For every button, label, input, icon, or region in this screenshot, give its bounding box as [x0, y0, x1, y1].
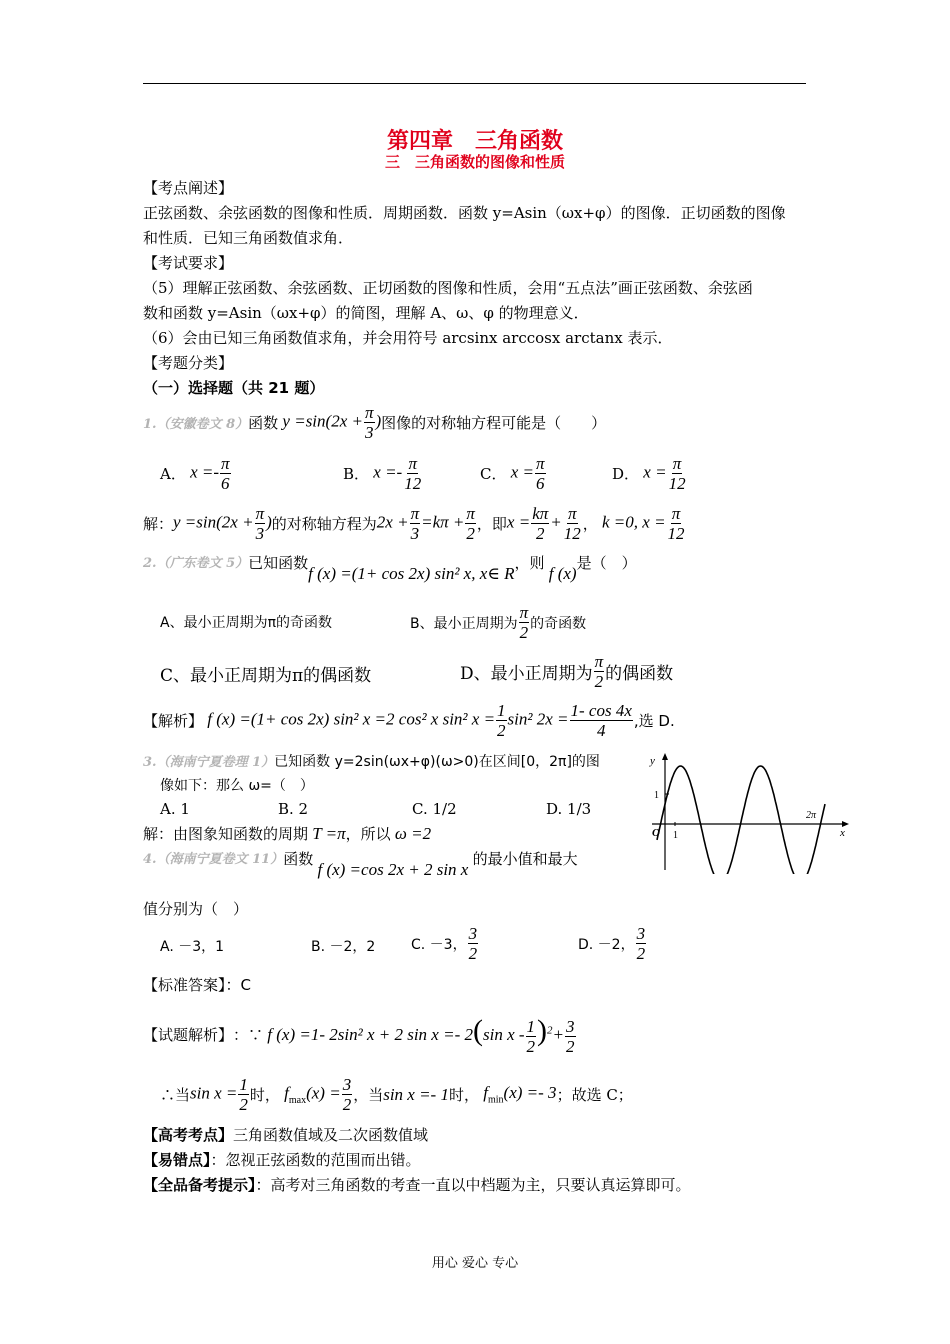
sec3-sub: （一）选择题（共 21 题） [143, 379, 325, 397]
q4-option-c: C. －3， $\frac{3}{2}$ [411, 924, 478, 963]
q3-stem-1: 3.（海南宁夏卷理 1）已知函数 y=2sin(ωx+φ)(ω>0)在区间[0，2π]的图 [143, 754, 600, 770]
graph-y-label: y [650, 755, 655, 767]
page-footer: 用心 爱心 专心 [431, 1256, 519, 1271]
q4-analysis: 【试题解析】 ：∵ f (x) =1- 2sin² x + 2 sin x =- 2(sin x - $\frac{1}{2}$ )$^2$+ $\frac{3}{2}$ [143, 1014, 575, 1056]
sec2-line2: 数和函数 y=Asin（ωx+φ）的简图，理解 A、ω、φ 的物理意义． [143, 304, 589, 322]
q4-stem: 4.（海南宁夏卷文 11） 函数 f (x) =cos 2x + 2 sin x 的最小值和最大 [143, 850, 578, 879]
q1-option-d: D． x = $\frac{\pi}{12}$ [612, 454, 686, 493]
q1-func: y =sin(2x + $\frac{\pi}{3}$ ) [278, 403, 382, 442]
sec3-head: 【考题分类】 [143, 354, 234, 372]
q4-conclusion: ∴当 sin x = $\frac{1}{2}$ 时， $f_{max}(x)$ = $\frac{3}{2}$ ，当 sin x =- 1 时， $f_{min}(x) =- 3$ ；故选 C； [160, 1075, 633, 1114]
sec2-line1: （5）理解正弦函数、余弦函数、正切函数的图像和性质，会用“五点法”画正弦函数、余弦函 [143, 279, 753, 297]
q1-option-c: C． x = $\frac{\pi}{6}$ [480, 454, 545, 493]
sine-curve [657, 766, 825, 874]
q4-common-mistake: 【易错点】：忽视正弦函数的范围而出错。 [143, 1151, 421, 1169]
q2-stem: 2.（广东卷文 5） 已知函数 f (x) =(1+ cos 2x) sin² x, x∈ R ，则 f (x) 是（ ） [143, 554, 637, 583]
q4-option-b: B. －2，2 [311, 939, 376, 955]
q4-key-point: 【高考考点】三角函数值域及二次函数值域 [143, 1126, 429, 1144]
q4-answer: 【标准答案】：C [143, 976, 251, 994]
q3-option-b: B. 2 [278, 800, 309, 818]
q1-source: 1.（安徽卷文 8） [143, 417, 249, 432]
q4-option-d: D. －2， $\frac{3}{2}$ [578, 924, 646, 963]
q4-stem-2: 值分别为（ ） [143, 900, 249, 918]
sec1-head: 【考点阐述】 [143, 179, 234, 197]
graph-y-tick: 1 [654, 790, 659, 801]
graph-origin: O [652, 827, 660, 839]
graph-x-tick: 1 [673, 830, 678, 841]
q3-option-d: D. 1/3 [546, 800, 592, 818]
q2-source: 2.（广东卷文 5） [143, 556, 249, 571]
q2-option-c: C、最小正周期为π的偶函数 [160, 666, 372, 686]
graph-x-label: x [840, 827, 845, 839]
q3-source: 3.（海南宁夏卷理 1） [143, 755, 275, 770]
sine-graph [642, 752, 850, 874]
sec2-line3: （6）会由已知三角函数值求角，并会用符号 arcsinx arccosx arctanx 表示． [143, 329, 673, 347]
sec1-line2: 和性质．已知三角函数值求角． [143, 229, 354, 247]
q2-option-d: D、最小正周期为 $\frac{\pi}{2}$ 的偶函数 [460, 652, 674, 691]
sec2-head: 【考试要求】 [143, 254, 234, 272]
q3-option-c: C. 1/2 [412, 800, 457, 818]
q2-option-a: A、最小正周期为π的奇函数 [160, 615, 333, 631]
q1-solution: 解： y =sin(2x + $\frac{\pi}{3}$ ) 的对称轴方程为 2x + $\frac{\pi}{3}$ =kπ + $\frac{\pi}{2}$ ，即 x = $\frac{k\pi}{2}$ + $\frac{\pi}{12}$ ， k =0, x = $\frac{\pi}{12}$ [143, 504, 685, 543]
q3-option-a: A. 1 [160, 800, 190, 818]
q3-stem-2: 像如下：那么 ω=（ ） [160, 778, 314, 794]
chapter-title: 第四章 三角函数 [386, 128, 563, 154]
header-rule [143, 83, 806, 84]
q3-solution: 解：由图象知函数的周期 T =π ，所以 ω =2 [143, 823, 432, 843]
sec1-line1: 正弦函数、余弦函数的图像和性质．周期函数．函数 y=Asin（ωx+φ）的图像．正切函数的图像 [143, 204, 786, 222]
q2-solution: 【解析】 f (x) =(1+ cos 2x) sin² x =2 cos² x sin² x = $\frac{1}{2}$ sin² 2x = $\frac{1- \cos 4x}{4}$ ,选 D. [143, 701, 675, 740]
q4-source: 4.（海南宁夏卷文 11） [143, 852, 284, 867]
q2-option-b: B、最小正周期为 $\frac{\pi}{2}$ 的奇函数 [410, 603, 587, 642]
graph-2pi-label: 2π [806, 810, 817, 821]
q1-option-a: A． x =- $\frac{\pi}{6}$ [160, 454, 230, 493]
q1-option-b: B． x =- $\frac{\pi}{12}$ [343, 454, 422, 493]
q1-stem: 1.（安徽卷文 8） 函数 y =sin(2x + $\frac{\pi}{3}$ ) 图像的对称轴方程可能是（ ） [143, 403, 607, 442]
q4-exam-tip: 【全品备考提示】：高考对三角函数的考查一直以中档题为主，只要认真运算即可。 [143, 1176, 691, 1194]
section-subtitle: 三 三角函数的图像和性质 [384, 153, 565, 171]
q4-option-a: A. －3，1 [160, 939, 225, 955]
